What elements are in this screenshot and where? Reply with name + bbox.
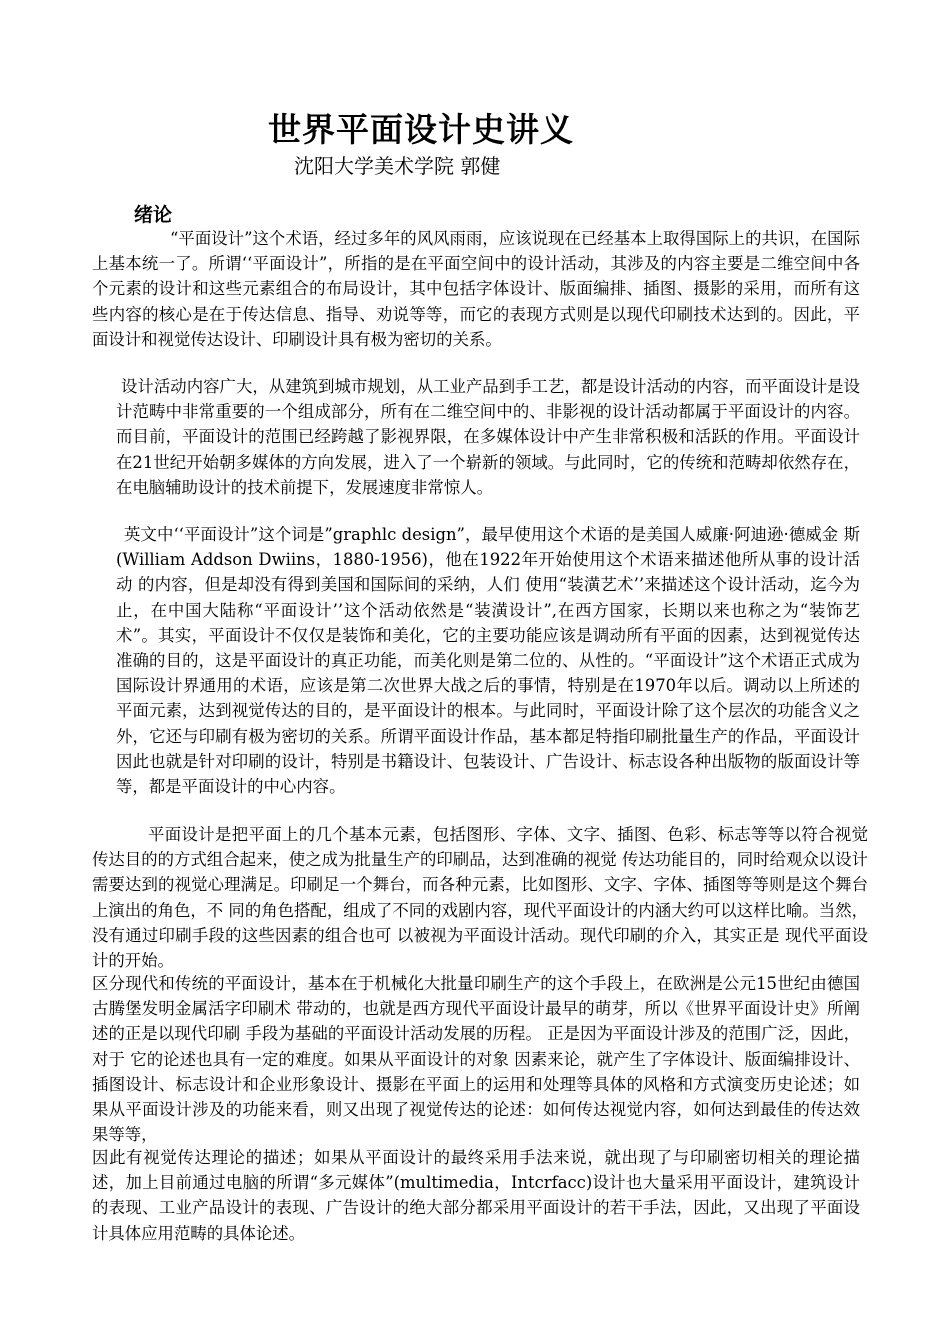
body-paragraph-5: 区分现代和传统的平面设计，基本在于机械化大批量印刷生产的这个手段上，在欧洲是公元15世纪由德国古腾堡发明金属活字印刷术 带动的，也就是西方现代平面设计最早的萌芽，所以《世界平面设计史》所阐述的正是以现代印刷 手段为基础的平面设计活动发展的历程。 正是因为平面设计涉及的范围广泛，因此，对于 它的论述也具有一定的难度。如果从平面设计的对象 因素来论，就产生了字体设计、版面编排设计、插图设计、标志设计和企业形象设计、摄影在平面上的运用和处理等具体的风格和方式演变历史论述；如果从平面设计涉及的功能来看，则又出现了视觉传达的论述：如何传达视觉内容，如何达到最佳的传达效果等等，	[92, 974, 860, 1145]
body-paragraph-2: 设计活动内容广大，从建筑到城市规划，从工业产品到手工艺，都是设计活动的内容，而平面设计是设计范畴中非常重要的一个组成部分，所有在二维空间中的、非影视的设计活动都属于平面设计的内容。而目前，平面设计的范围已经跨越了影视界限，在多媒体设计中产生非常积极和活跃的作用。平面设计在21世纪开始朝多媒体的方向发展，进入了一个崭新的领域。与此同时，它的传统和范畴却依然存在，在电脑辅助设计的技术前提下，发展速度非常惊人。	[116, 377, 860, 497]
author-line: 沈阳大学美术学院 郭健	[294, 154, 501, 178]
body-paragraph-6: 因此有视觉传达理论的描述；如果从平面设计的最终采用手法来说，就出现了与印刷密切相关的理论描述，加上目前通过电脑的所谓“多元媒体”(multimedia，Intcrfacc)设计也大量采用平面设计，建筑设计的表现、工业产品设计的表现、广告设计的绝大部分都采用平面设计的若干手法，因此，又出现了平面设计具体应用范畴的具体论述。	[92, 1148, 860, 1243]
body-paragraph-3: 英文中‘‘平面设计”这个词是”graphlc design”，最早使用这个术语的是美国人威廉·阿迪逊·德威金 斯(William Addson Dwiins，1880-1956)，他在1922年开始使用这个术语来描述他所从事的设计活动 的内容，但是却没有得到美国和国际间的采纳，人们 使用“装潢艺术’’来描述这个设计活动，迄今为止，在中国大陆称“平面设计’’这个活动依然是“装潢设计”,在西方国家，长期以来也称之为“装饰艺术”。其实，平面设计不仅仅是装饰和美化，它的主要功能应该是调动所有平面的因素，达到视觉传达准确的目的，这是平面设计的真正功能，而美化则是第二位的、从性的。“平面设计”这个术语正式成为国际设计界通用的术语，应该是第二次世界大战之后的事情，特别是在1970年以后。调动以上所述的平面元素，达到视觉传达的目的，是平面设计的根本。与此同时，平面设计除了这个层次的功能含义之外，它还与印刷有极为密切的关系。所谓平面设计作品，基本都足特指印刷批量生产的作品，平面设计因此也就是针对印刷的设计，特别是书籍设计、包装设计、广告设计、标志设各种出版物的版面设计等等，都是平面设计的中心内容。	[116, 525, 860, 797]
section-heading: 绪论	[134, 204, 173, 226]
body-paragraph-1: “平面设计”这个术语，经过多年的风风雨雨，应该说现在已经基本上取得国际上的共识，在国际上基本统一了。所谓‘‘平面设计”，所指的是在平面空间中的设计活动，其涉及的内容主要是二维空间中各个元素的设计和这些元素组合的布局设计，其中包括字体设计、版面编排、插图、摄影的采用，而所有这些内容的核心是在于传达信息、指导、劝说等等，而它的表现方式则是以现代印刷技术达到的。因此，平面设计和视觉传达设计、印刷设计具有极为密切的关系。	[92, 229, 860, 349]
body-paragraph-4: 平面设计是把平面上的几个基本元素，包括图形、字体、文字、插图、色彩、标志等等以符合视觉传达目的的方式组合起来，使之成为批量生产的印刷品，达到准确的视觉 传达功能目的，同时给观众以设计需要达到的视觉心理满足。印刷足一个舞台，而各种元素，比如图形、文字、字体、插图等等则是这个舞台上演出的角色，不 同的角色搭配，组成了不同的戏剧内容，现代平面设计的内涵大约可以这样比喻。当然，没有通过印刷手段的这些因素的组合也可 以被视为平面设计活动。现代印刷的介入，其实正是 现代平面设计的开始。	[92, 825, 868, 971]
page-title: 世界平面设计史讲义	[268, 110, 574, 149]
